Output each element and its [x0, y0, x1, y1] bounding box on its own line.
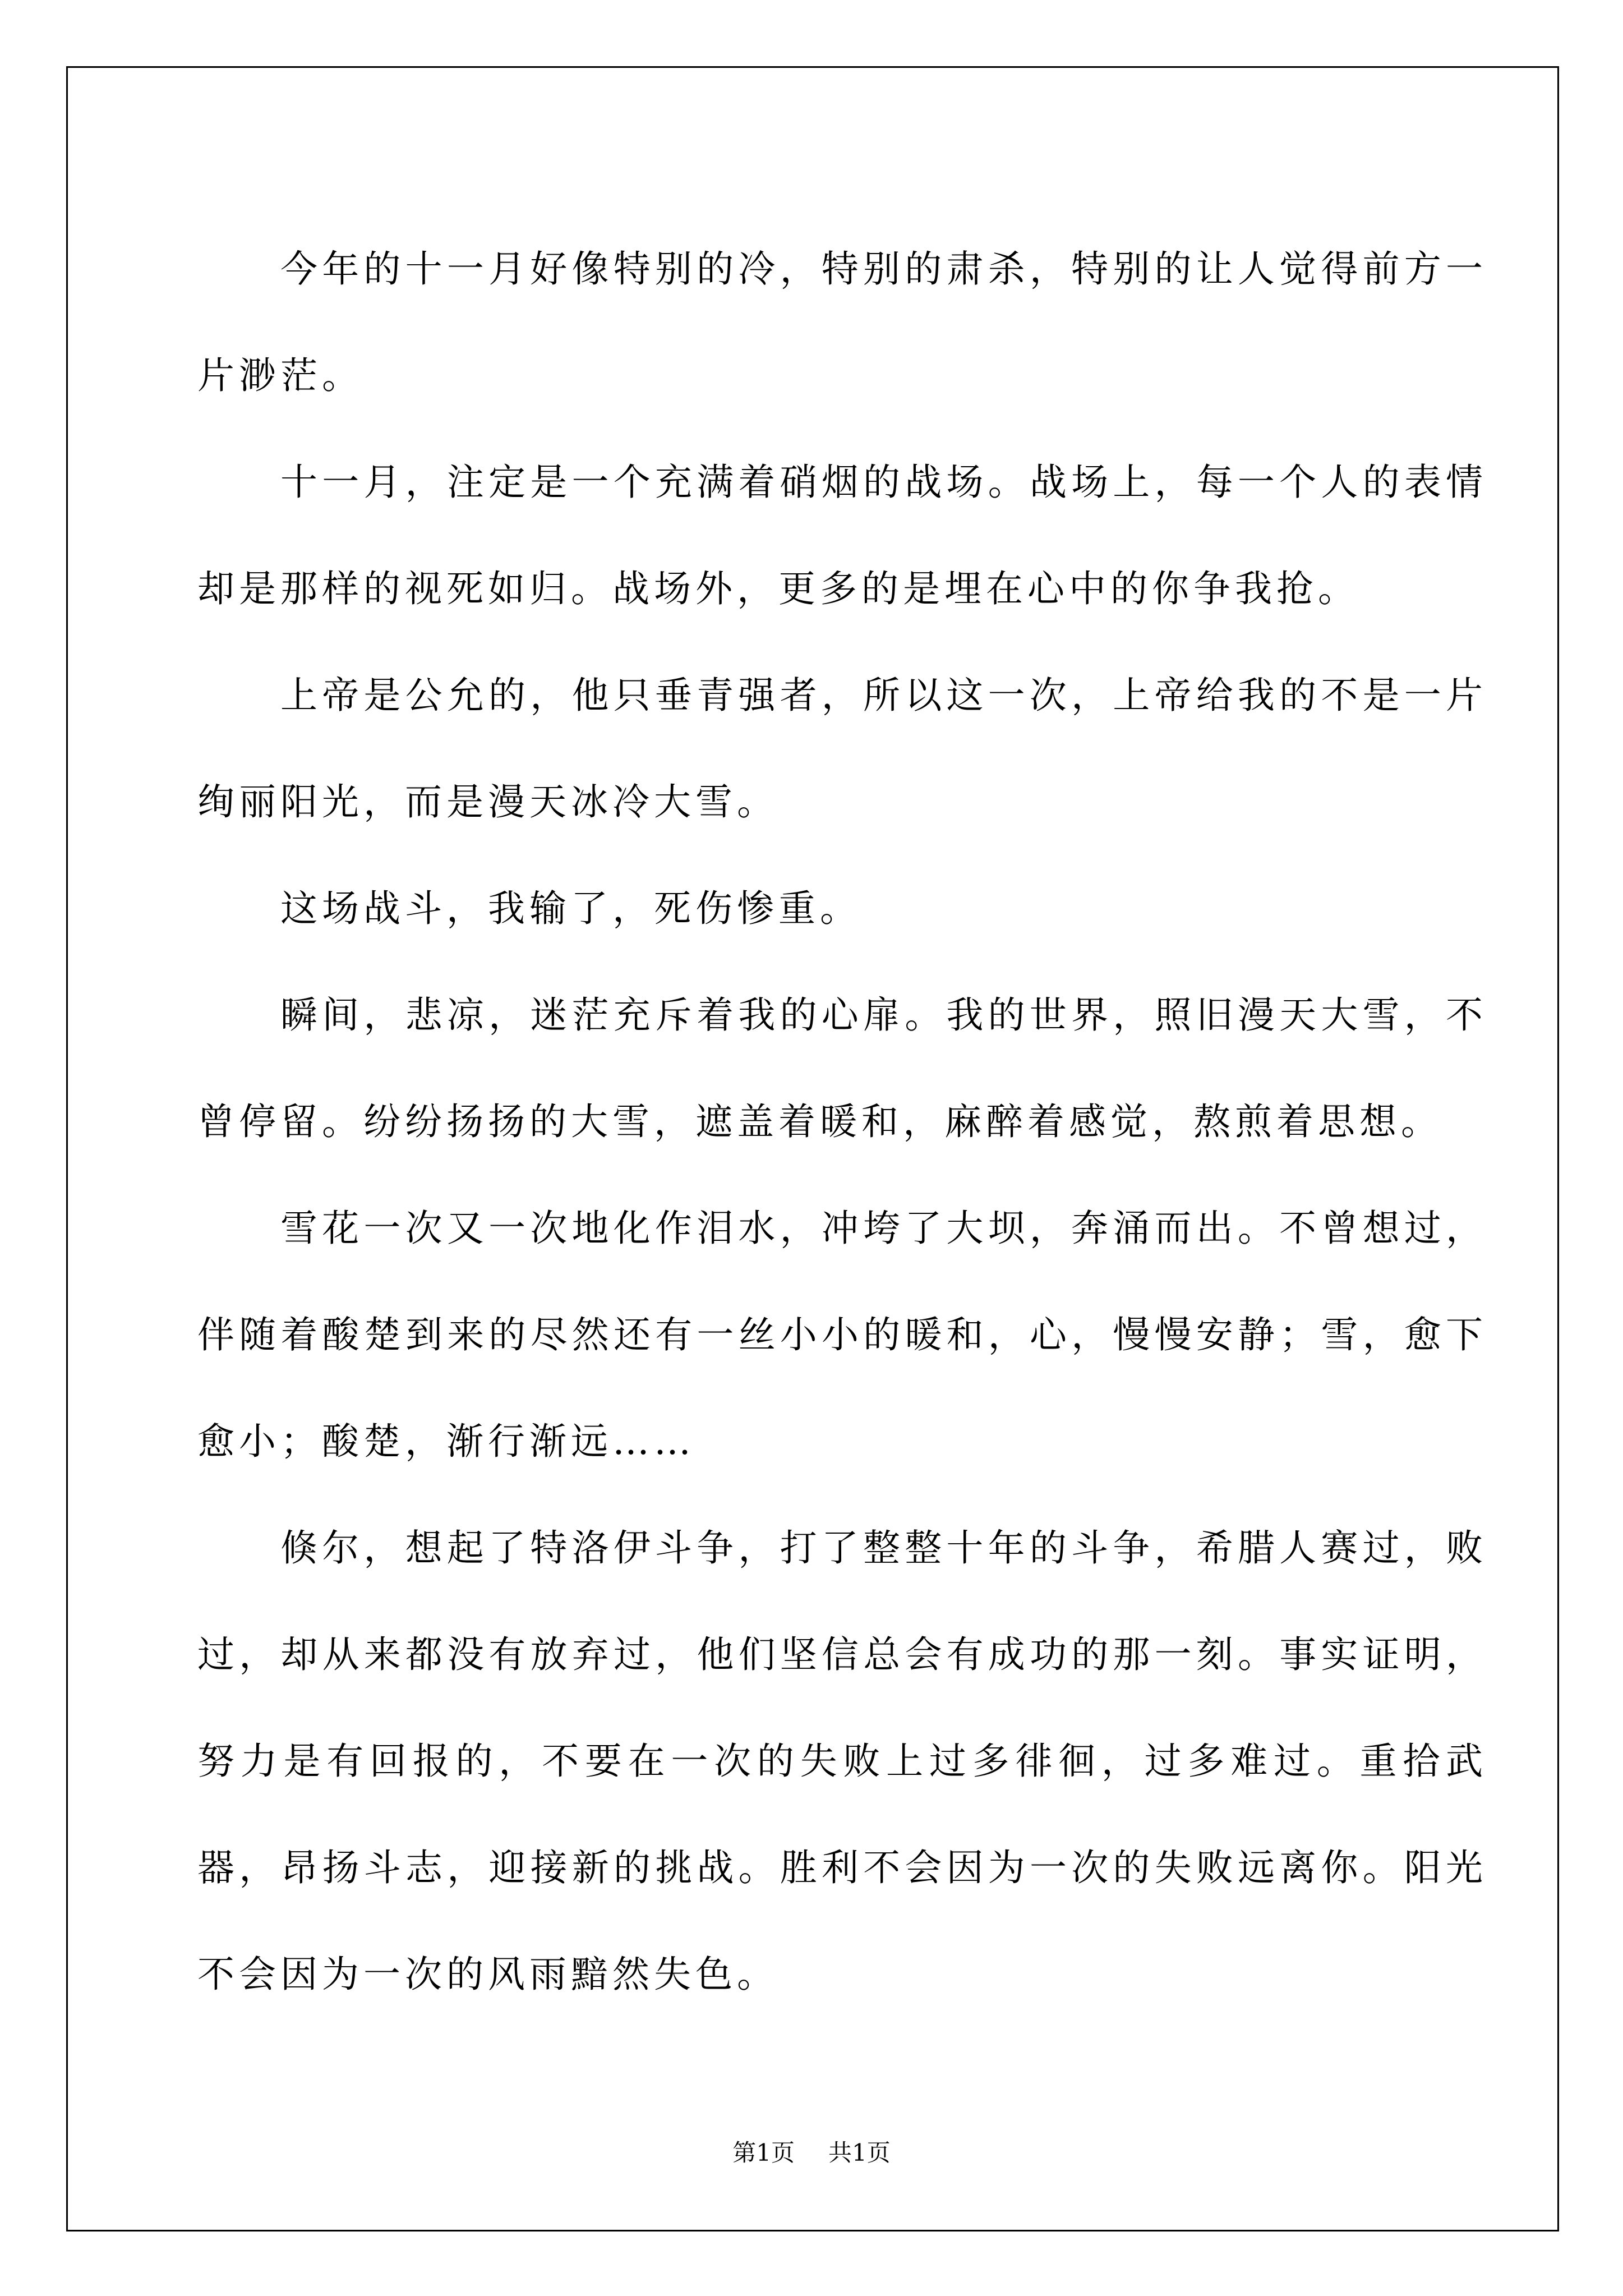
paragraph-5: 瞬间，悲凉，迷茫充斥着我的心扉。我的世界，照旧漫天大雪，不曾停留。纷纷扬扬的大雪，遮盖着暖和，麻醉着感觉，熬煎着思想。	[197, 993, 1487, 1143]
paragraph-6: 雪花一次又一次地化作泪水，冲垮了大坝，奔涌而出。不曾想过，伴随着酸楚到来的尽然还有一丝小小的暖和，心，慢慢安静；雪，愈下愈小；酸楚，渐行渐远……	[197, 1207, 1487, 1463]
page-total: 共1页	[828, 2139, 891, 2166]
page-number: 第1页	[732, 2139, 795, 2166]
paragraph-7: 倏尔，想起了特洛伊斗争，打了整整十年的斗争，希腊人赛过，败过，却从来都没有放弃过，他们坚信总会有成功的那一刻。事实证明，努力是有回报的，不要在一次的失败上过多徘徊，过多难过。重拾武器，昂扬斗志，迎接新的挑战。胜利不会因为一次的失败远离你。阳光不会因为一次的风雨黯然失色。	[197, 1526, 1487, 1996]
paragraph-2: 十一月，注定是一个充满着硝烟的战场。战场上，每一个人的表情却是那样的视死如归。战场外，更多的是埋在心中的你争我抢。	[197, 461, 1487, 610]
paragraph-4: 这场战斗，我输了，死伤惨重。	[280, 887, 861, 930]
paragraph-1: 今年的十一月好像特别的冷，特别的肃杀，特别的让人觉得前方一片渺茫。	[197, 247, 1487, 397]
paragraph-3: 上帝是公允的，他只垂青强者，所以这一次，上帝给我的不是一片绚丽阳光，而是漫天冰冷大雪。	[197, 674, 1487, 823]
page-footer	[0, 2136, 1623, 2170]
document-body	[197, 216, 1487, 2028]
